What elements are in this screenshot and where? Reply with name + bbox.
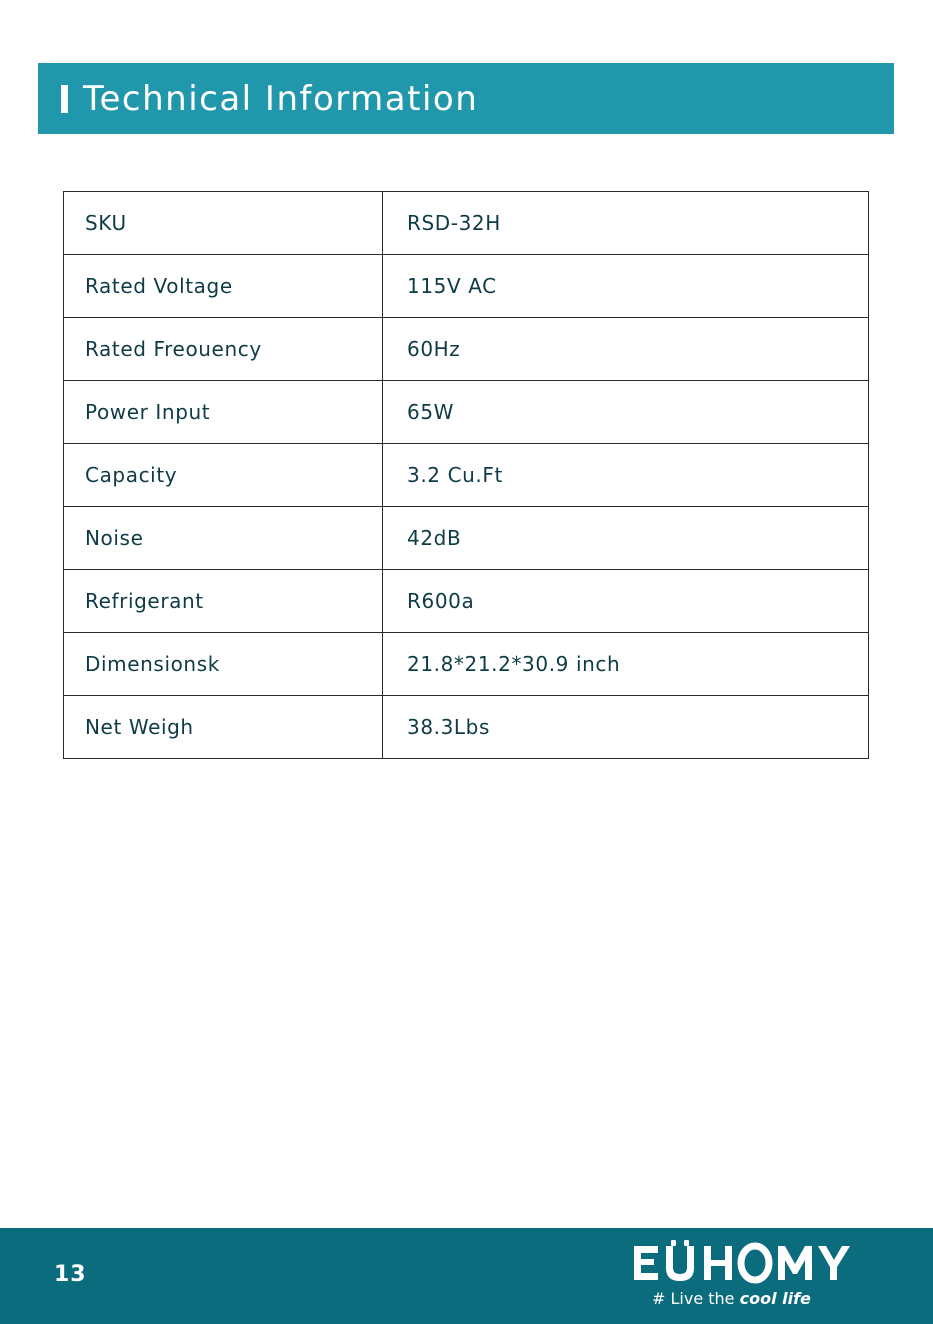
table-row (64, 570, 869, 633)
spec-label: Power Input (64, 381, 383, 444)
spec-label: Noise (64, 507, 383, 570)
header-accent-mark (61, 85, 68, 113)
spec-label: Capacity (64, 444, 383, 507)
spec-value: 3.2 Cu.Ft (383, 444, 869, 507)
spec-table (63, 191, 869, 759)
spec-value: 21.8*21.2*30.9 inch (383, 633, 869, 696)
euhomy-logo (632, 1240, 862, 1288)
table-row (64, 696, 869, 759)
spec-value: 115V AC (383, 255, 869, 318)
spec-label: Refrigerant (64, 570, 383, 633)
spec-label: Rated Voltage (64, 255, 383, 318)
tagline-prefix: # Live the (652, 1289, 740, 1308)
page-number: 13 (54, 1262, 87, 1287)
spec-label: Net Weigh (64, 696, 383, 759)
spec-value: 42dB (383, 507, 869, 570)
table-row (64, 507, 869, 570)
page-title: Technical Information (83, 79, 479, 119)
table-row (64, 633, 869, 696)
spec-value: 65W (383, 381, 869, 444)
spec-value: RSD-32H (383, 192, 869, 255)
spec-label: Rated Freouency (64, 318, 383, 381)
table-row (64, 444, 869, 507)
tagline-emphasis: cool life (739, 1289, 811, 1308)
spec-label: SKU (64, 192, 383, 255)
brand-tagline (652, 1288, 811, 1310)
spec-label: Dimensionsk (64, 633, 383, 696)
spec-value: R600a (383, 570, 869, 633)
table-row (64, 192, 869, 255)
table-row (64, 255, 869, 318)
table-row (64, 381, 869, 444)
table-row (64, 318, 869, 381)
spec-value: 60Hz (383, 318, 869, 381)
spec-value: 38.3Lbs (383, 696, 869, 759)
